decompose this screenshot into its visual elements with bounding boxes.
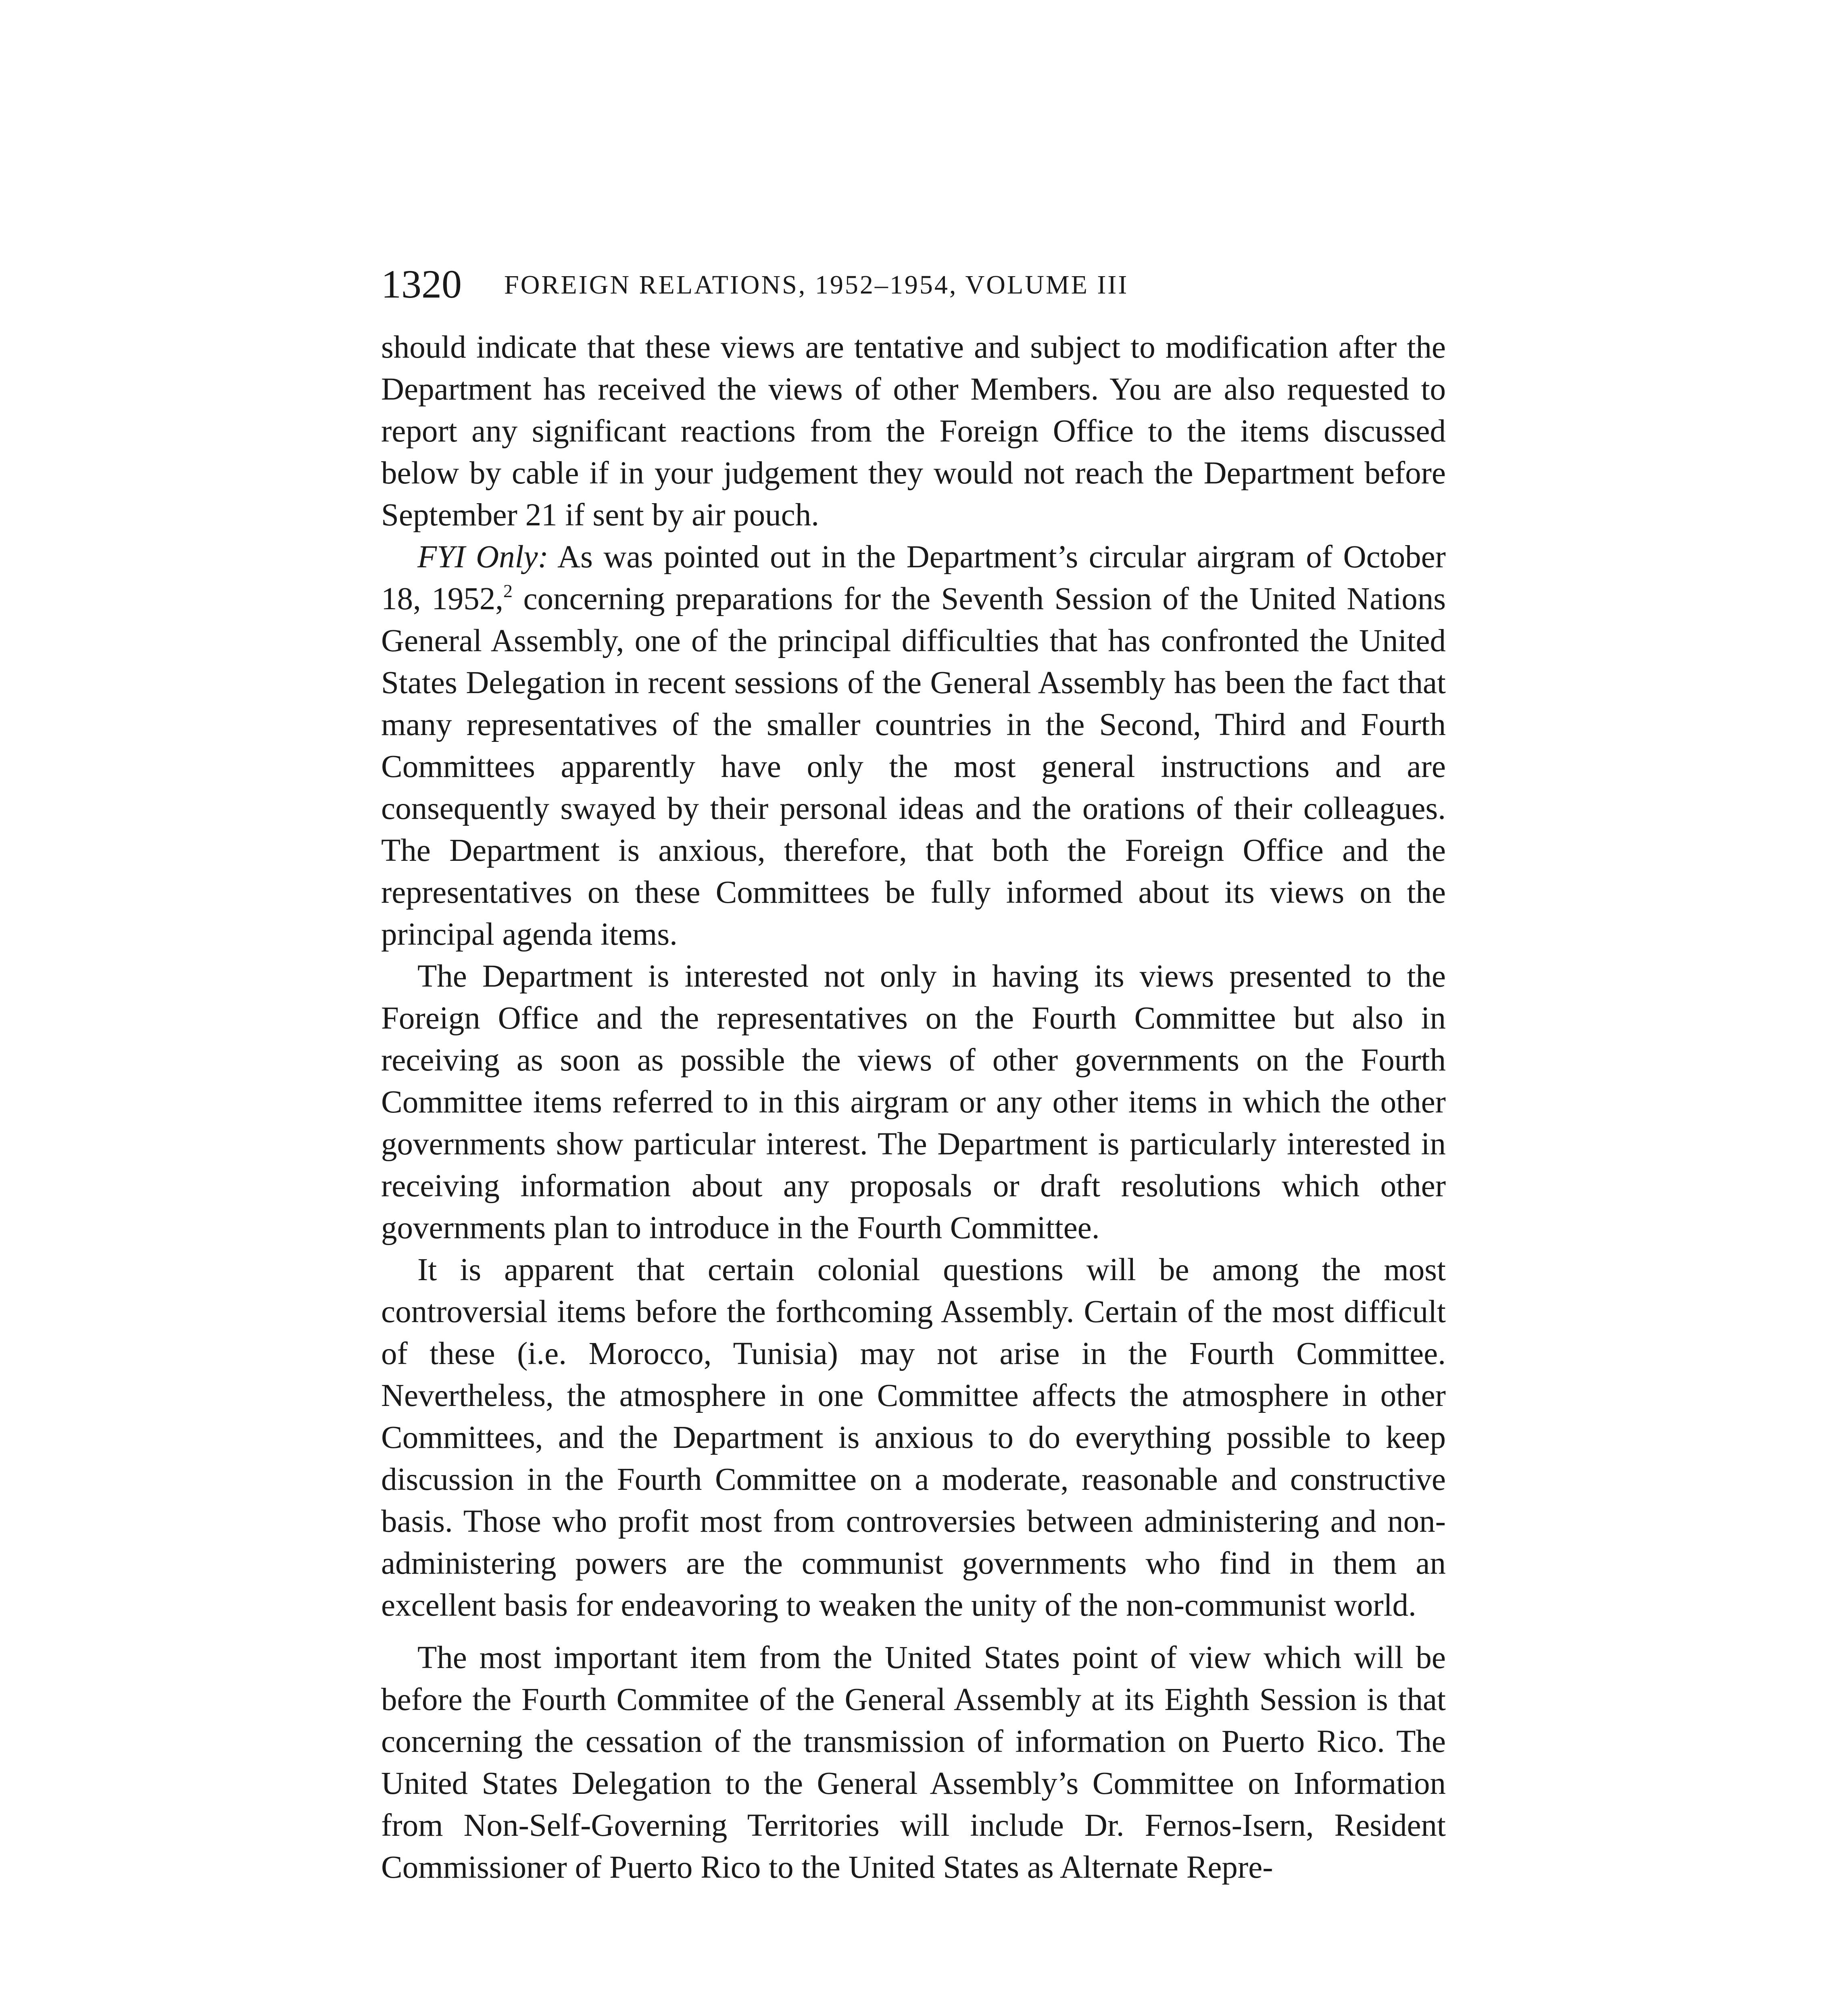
page-number: 1320 bbox=[381, 262, 462, 306]
running-head: FOREIGN RELATIONS, 1952–1954, VOLUME III bbox=[504, 270, 1129, 300]
fyi-only-lead: FYI Only: bbox=[417, 539, 548, 575]
paragraph-4: It is apparent that certain colonial questions will be among the most controversial items before the forthcoming Assembly. Certain of the most difficult of these (i.e. Morocco, Tunisia) may not arise in the Fourth Committee. Nevertheless, the atmosphere in one Committee affects the atmosphere in other Committees, and the Department is anxious to do everything possible to keep discussion in the Fourth Committee on a moderate, reasonable and constructive basis. Those who profit most from controversies between administering and non-administering powers are the communist governments who find in them an excellent basis for endeavoring to weaken the unity of the non-communist world. bbox=[381, 1252, 1446, 1623]
paragraph-5: The most important item from the United States point of view which will be before the Fourth Commitee of the General Assembly at its Eighth Session is that concerning the cessation of the transmission of information on Puerto Rico. The United States Delegation to the General Assembly’s Committee on Information from Non-Self-Governing Territories will include Dr. Fernos-Isern, Resident Commissioner of Puerto Rico to the United States as Alternate Repre- bbox=[381, 1640, 1446, 1885]
paragraph-1: should indicate that these views are tentative and subject to modification after the Department has received the views of other Members. You are also requested to report any significant reactions from the Foreign Office to the items discussed below by cable if in your judgement they would not reach the Department before September 21 if sent by air pouch. bbox=[381, 330, 1446, 533]
footnote-reference: 2 bbox=[503, 581, 513, 601]
paragraph-2-text-b: concerning preparations for the Seventh Session of the United Nations General Assembly, one of the principal difficulties that has confronted the United States Delegation in recent sessions of the General Assembly has been the fact that many representatives of the smaller countries in the Second, Third and Fourth Committees apparently have only the most general instructions and are consequently swayed by their personal ideas and the orations of their colleagues. The Department is anxious, therefore, that both the Foreign Office and the representatives on these Committees be fully informed about its views on the principal agenda items. bbox=[381, 581, 1446, 952]
paragraph-3: The Department is interested not only in having its views presented to the Foreign Office and the representatives on the Fourth Committee but also in receiving as soon as possible the views of other governments on the Fourth Committee items referred to in this airgram or any other items in which the other governments show particular interest. The Department is particularly interested in receiving information about any proposals or draft resolutions which other governments plan to introduce in the Fourth Committee. bbox=[381, 959, 1446, 1245]
paragraph-2-text-a: As was pointed out in the Department’s circular airgram of October 18, 1952, bbox=[381, 539, 1446, 616]
page-header bbox=[381, 258, 1470, 310]
paragraph-2 bbox=[381, 536, 1446, 956]
body-text bbox=[381, 327, 1446, 1889]
